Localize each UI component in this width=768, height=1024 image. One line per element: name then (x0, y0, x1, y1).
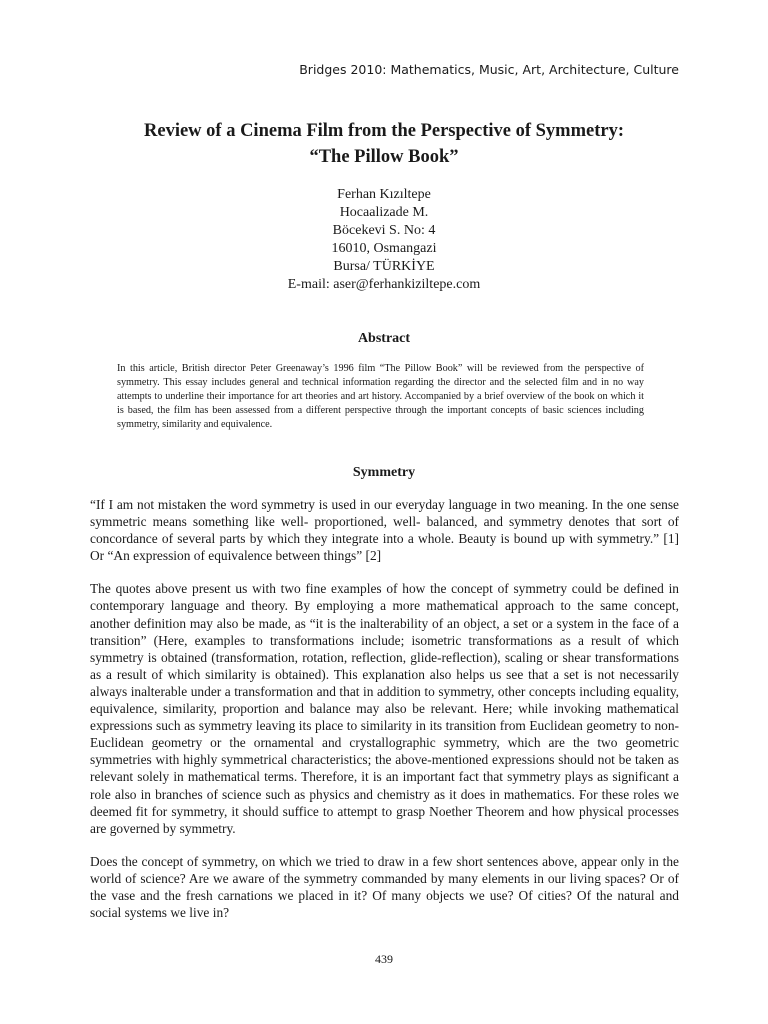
running-header: Bridges 2010: Mathematics, Music, Art, Architecture, Culture (299, 62, 679, 77)
page-number: 439 (375, 952, 393, 966)
section-body (90, 496, 679, 937)
abstract-paragraph: In this article, British director Peter Greenaway’s 1996 film “The Pillow Book” will be reviewed from the perspective of symmetry. This essay includes general and technical information regarding the director and the selected film and in no way attempts to underline their importance for art theories and art history. Accompanied by a brief overview of the book on which it is based, the film has been assessed from a different perspective through the important concepts of basic sciences including symmetry, similarity and equivalence. (117, 363, 644, 430)
abstract-heading: Abstract (357, 331, 411, 346)
author-name: Ferhan Kızıltepe (337, 187, 431, 202)
section-heading: Symmetry (352, 465, 416, 480)
body-paragraph: The quotes above present us with two fine examples of how the concept of symmetry could be defined in contemporary language and theory. By employing a more mathematical approach to the same concept, another definition may also be made, as “it is the inalterability of an object, a set or a system in the face of a transition” (Here, examples to transformations include; isometric transformations as a result of which symmetry is obtained (transformation, rotation, reflection, glide-reflection), scaling or shear transformations as a result of which similarity is obtained). This explanation also helps us see that a set is not necessarily always inalterable under a transformation and that in addition to symmetry, other concepts including equality, equivalence, similarity, proportion and balance may also be relevant. Here; while invoking mathematical expressions such as symmetry leaving its place to similarity in its transition from Euclidean geometry to non-Euclidean geometry or the ornamental and crystallographic symmetry, which are the two geometric symmetries with highly symmetrical characteristics; the above-mentioned expressions should not be taken as relevant solely in mathematical terms. Therefore, it is an important fact that symmetry plays as significant a role also in branches of science such as physics and chemistry as it does in mathematics. For these roles we deemed fit for symmetry, it should suffice to attempt to grasp Noether Theorem and how physical processes are governed by symmetry. (90, 581, 679, 836)
abstract-text (117, 362, 644, 432)
address-line: Böcekevi S. No: 4 (332, 223, 436, 238)
address-line: 16010, Osmangazi (331, 241, 437, 256)
author-email: E-mail: aser@ferhankiziltepe.com (287, 277, 481, 292)
paper-title (0, 118, 768, 170)
address-line: Hocaalizade M. (339, 205, 429, 220)
author-block (0, 186, 768, 294)
title-line-2: “The Pillow Book” (309, 147, 459, 167)
title-line-1: Review of a Cinema Film from the Perspective of Symmetry: (144, 121, 624, 141)
body-paragraph: Does the concept of symmetry, on which we tried to draw in a few short sentences above, appear only in the world of science? Are we aware of the symmetry commanded by many elements in our living spaces? Or of the vase and the fresh carnations we placed in it? Of many objects we use? Of cities? Of the natural and social systems we live in? (90, 853, 679, 921)
address-line: Bursa/ TÜRKİYE (333, 259, 435, 274)
body-paragraph: “If I am not mistaken the word symmetry is used in our everyday language in two meaning. In the one sense symmetric means something like well- proportioned, well- balanced, and symmetry denotes that sort of concordance of several parts by which they integrate into a whole. Beauty is bound up with symmetry.” [1] Or “An expression of equivalence between things” [2] (90, 497, 679, 564)
